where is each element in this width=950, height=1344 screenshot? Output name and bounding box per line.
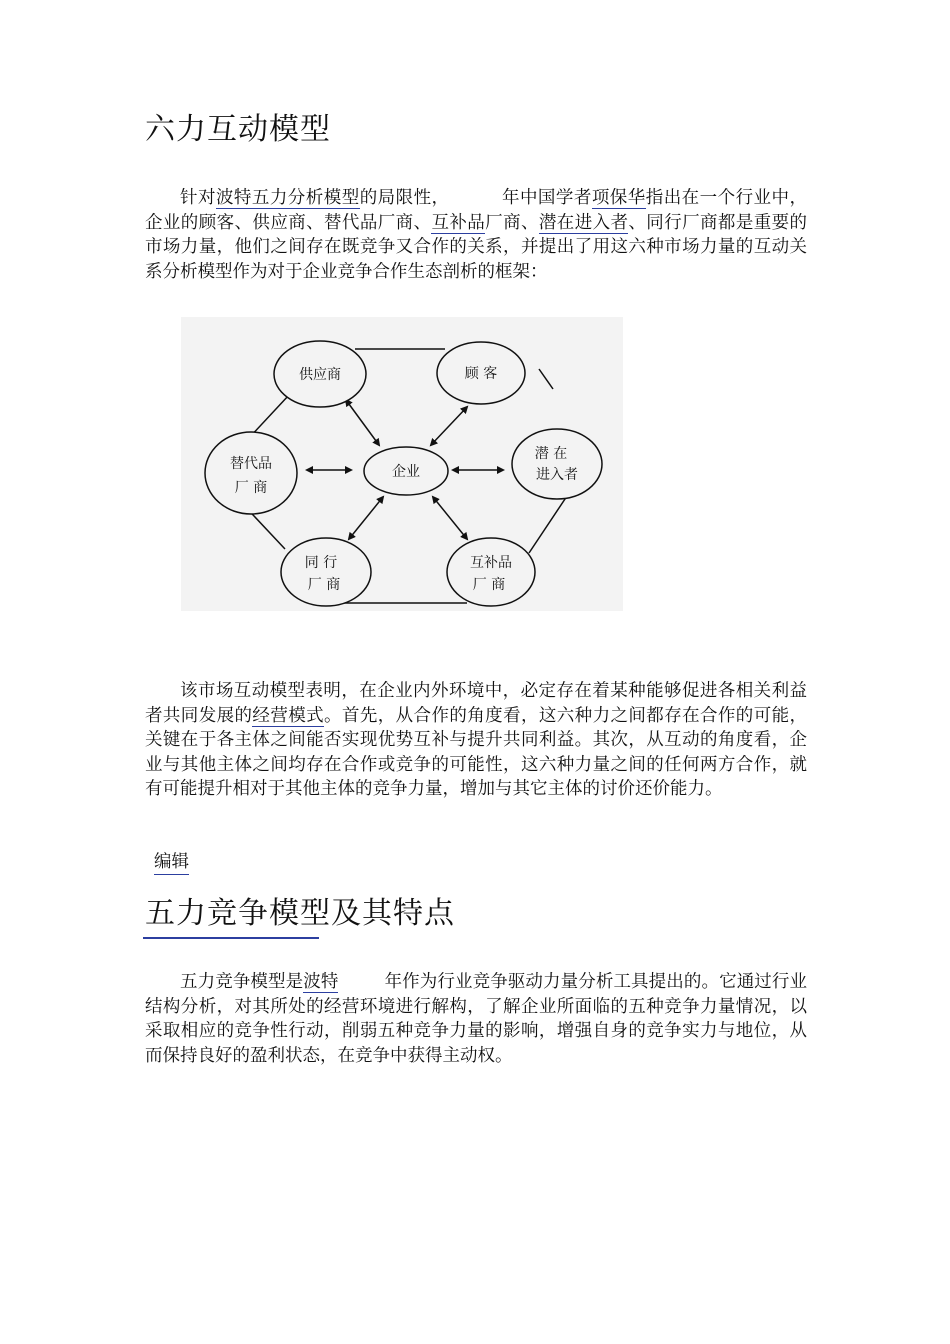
link-porter[interactable]: 波特 [303, 972, 339, 992]
text-run: 年作为行业竞争驱动力量分析工具提出的。它通过行业结构分析，对其所处的经营环境进行解构，了解企业所面临的五种竞争力量情况，以采取相应的竞争性行动，削弱五种竞争力量的影响，增强自身的竞争实力与地位，从而保持良好的盈利状态，在竞争中获得主动权。 [145, 972, 808, 1066]
node-substitute-label-2: 厂 商 [234, 480, 268, 496]
text-run: 年中国学者 [501, 188, 592, 208]
node-supplier [274, 341, 366, 407]
node-customer-label: 顾 客 [464, 366, 498, 382]
arrow-supplier-center [346, 400, 379, 445]
node-complement [447, 538, 535, 606]
intro-paragraph [145, 186, 807, 284]
link-potential-entrants[interactable]: 潜在进入者 [538, 212, 629, 233]
text-run: 。首先，从合作的角度看，这六种力之间都存在合作的可能，关键在于各主体之间能否实现优势互补与提升共同利益。其次，从互动的角度看，企业与其他主体之间均存在合作或竞争的可能性，这六种力量之间的任何两方合作，就有可能提升相对于其他主体的竞争力量，增加与其它主体的讨价还价能力。 [145, 705, 808, 799]
node-potential-label-2: 进入者 [536, 467, 578, 483]
node-substitute [205, 432, 297, 514]
node-center-enterprise [364, 447, 448, 495]
text-run: 、同行厂商都是重要的市场力量，他们之间存在既竞争又合作的关系，并提出了用这六种市场力量的互动关系分析模型作为对于企业竞争合作生态剖析的框架： [145, 212, 808, 282]
link-porter-five-forces[interactable]: 波特五力分析模型 [215, 188, 360, 208]
link-business-model[interactable]: 经营模式 [252, 705, 325, 726]
node-complement-label-2: 厂 商 [472, 577, 506, 593]
section-title-underline [143, 937, 319, 939]
text-run: 针对 [180, 188, 216, 208]
node-substitute-label-1: 替代品 [230, 456, 272, 472]
node-complement-label-1: 互补品 [470, 555, 512, 571]
node-peer-label-2: 厂 商 [307, 577, 341, 593]
six-forces-diagram [181, 317, 623, 611]
node-supplier-label: 供应商 [299, 367, 341, 383]
five-forces-paragraph [145, 970, 807, 1068]
text-run: 五力竞争模型是 [180, 972, 304, 992]
node-peer-label-1: 同 行 [304, 555, 338, 571]
section-title-five-forces: 五力竞争模型及其特点 [145, 896, 455, 931]
explanation-paragraph [145, 679, 807, 802]
node-potential-entrant [512, 429, 602, 499]
node-center-label: 企业 [392, 464, 420, 480]
node-peer [281, 538, 371, 606]
arrow-complement-center [433, 497, 467, 539]
node-potential-label-1: 潜 在 [534, 446, 568, 462]
arrow-peer-center [349, 497, 383, 539]
text-run: 厂商、 [485, 212, 539, 233]
connector-line [529, 493, 569, 553]
connector-line [539, 369, 553, 389]
text-run: 的局限性， [359, 188, 450, 208]
edit-link[interactable]: 编辑 [154, 850, 189, 875]
six-forces-diagram-svg [181, 317, 623, 611]
link-complementary-goods[interactable]: 互补品 [431, 212, 486, 233]
section-title-six-forces: 六力互动模型 [145, 112, 331, 147]
node-customer [437, 342, 525, 404]
arrow-customer-center [431, 407, 467, 445]
text-run: 该市场互动模型表明，在企业内外环境中，必定存在着某种能够促进各相关利益者共同发展的 [145, 681, 807, 726]
text-run: 指出在一个行业中，企业的顾客、供应商、替代品厂商、 [145, 188, 807, 233]
link-xiang-baohua[interactable]: 项保华 [591, 188, 646, 208]
